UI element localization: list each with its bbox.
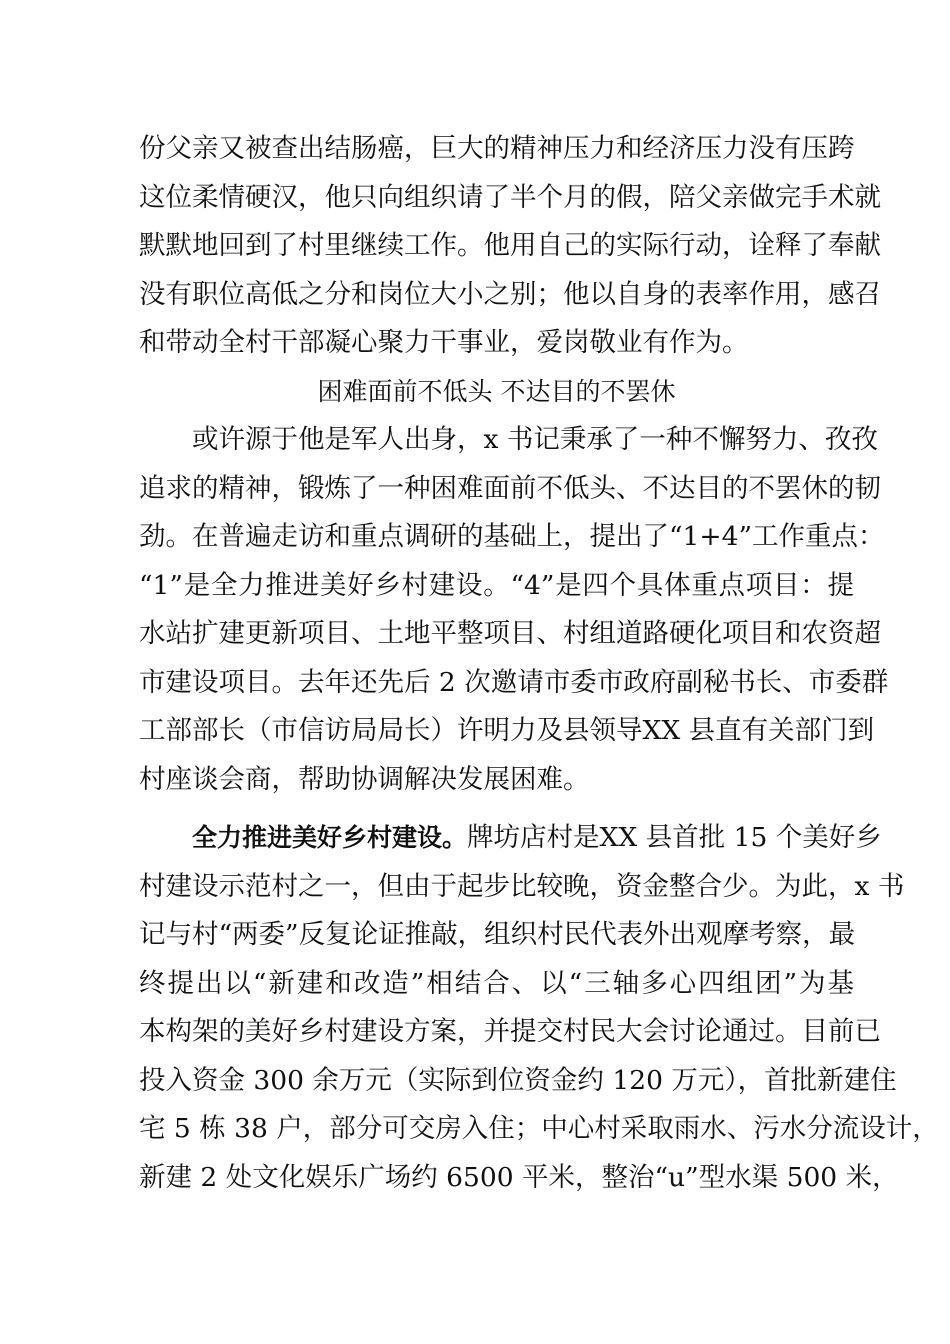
text-line: 默默地回到了村里继续工作。他用自己的实际行动，诠释了奉献 <box>139 230 881 261</box>
text-line: 记与村“两委”反复论证推敲，组织村民代表外出观摩考察，最 <box>139 919 856 950</box>
text-line: 市建设项目。去年还先后 2 次邀请市委市政府副秘书长、市委群 <box>139 666 889 698</box>
text-line: 本构架的美好乡村建设方案，并提交村民大会讨论通过。目前已 <box>139 1016 881 1047</box>
paragraph-gap <box>139 804 854 814</box>
text-line: 村座谈会商，帮助协调解决发展困难。 <box>139 763 590 795</box>
text-line: 终提出以“新建和改造”相结合、以“三轴多心四组团”为基 <box>139 967 854 999</box>
paragraph-2 <box>139 416 889 804</box>
paragraph-1 <box>139 125 881 368</box>
text-line: 投入资金 300 余万元（实际到位资金约 120 万元），首批新建住 <box>139 1064 897 1096</box>
text-line: 工部部长（市信访局局长）许明力及县领导XX 县直有关部门到 <box>139 715 875 746</box>
paragraph-3 <box>139 814 939 1202</box>
document-body <box>139 125 939 1202</box>
text-line: 和带动全村干部凝心聚力干事业，爱岗敬业有作为。 <box>139 327 749 358</box>
paragraph-lead-rest: 牌坊店村是XX 县首批 15 个美好乡 <box>467 822 882 853</box>
text-line: 新建 2 处文化娱乐广场约 6500 平米，整治“u”型水渠 500 米， <box>139 1161 899 1193</box>
text-line: 份父亲又被查出结肠癌，巨大的精神压力和经济压力没有压跨 <box>139 133 855 164</box>
text-line: 村建设示范村之一，但由于起步比较晚，资金整合少。为此，x 书 <box>139 870 905 902</box>
text-line: 水站扩建更新项目、土地平整项目、村组道路硬化项目和农资超 <box>139 618 881 649</box>
text-line: 宅 5 栋 38 户，部分可交房入住；中心村采取雨水、污水分流设计， <box>139 1113 939 1144</box>
text-line: 劲。在普遍走访和重点调研的基础上，提出了“1+4”工作重点： <box>139 521 885 552</box>
text-line: 这位柔情硬汉，他只向组织请了半个月的假，陪父亲做完手术就 <box>139 181 881 213</box>
text-line: 没有职位高低之分和岗位大小之别；他以自身的表率作用，感召 <box>139 278 881 310</box>
text-line: “1”是全力推进美好乡村建设。“4”是四个具体重点项目：提 <box>139 569 854 601</box>
text-line: 追求的精神，锻炼了一种困难面前不低头、不达目的不罢休的韧 <box>139 472 881 504</box>
text-line: 或许源于他是军人出身，x 书记秉承了一种不懈努力、孜孜 <box>192 424 878 455</box>
paragraph-lead-bold: 全力推进美好乡村建设。 <box>192 823 468 852</box>
section-heading: 困难面前不低头 不达目的不罢休 <box>317 376 676 406</box>
text-line-first <box>139 814 882 863</box>
